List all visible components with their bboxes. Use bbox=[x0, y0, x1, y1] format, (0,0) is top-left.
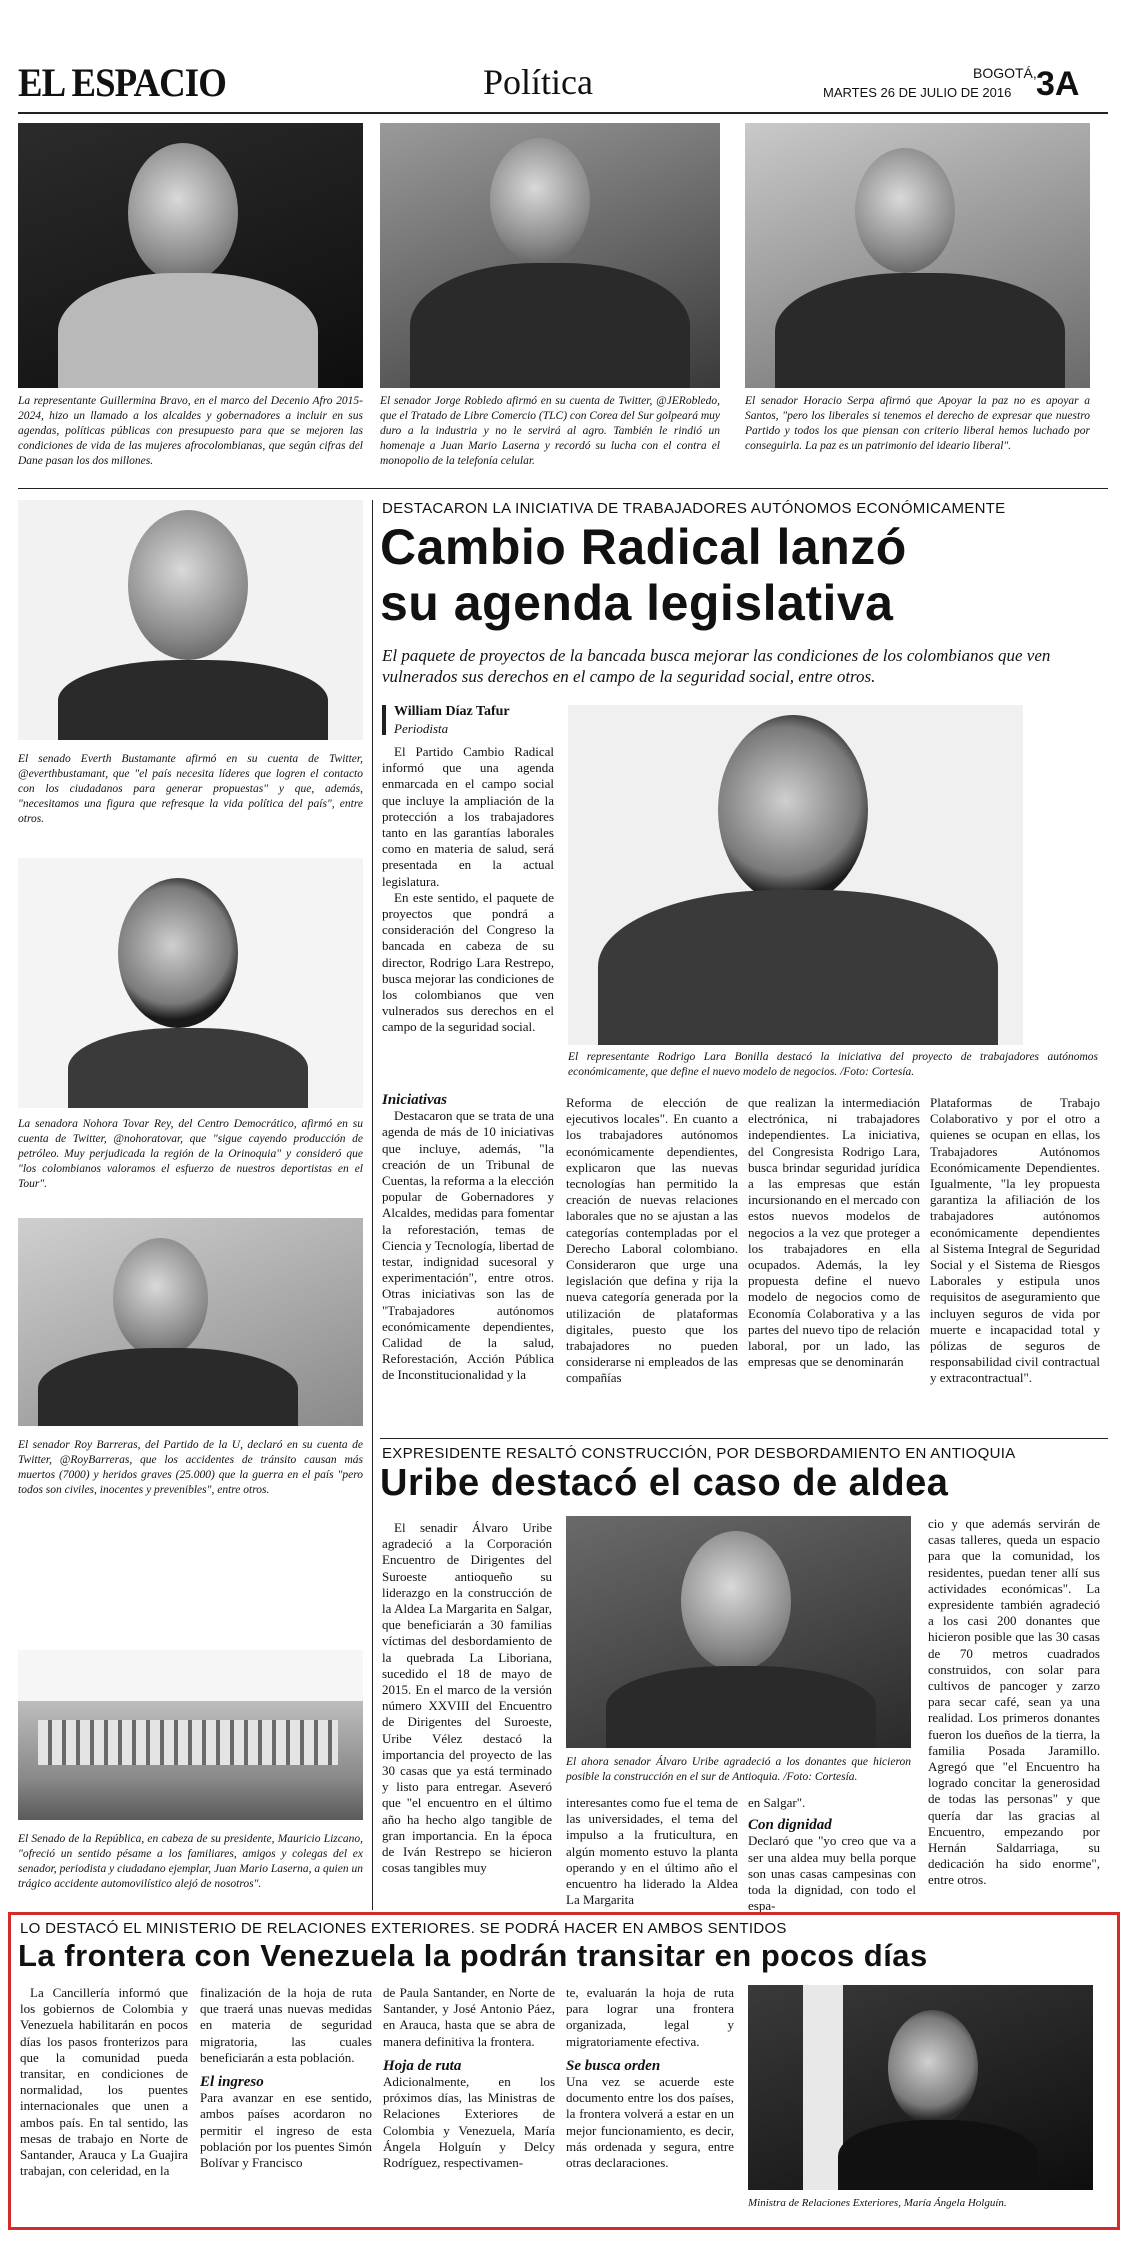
article2-column-1 bbox=[382, 1520, 552, 1876]
caption-maria-angela-holguin: Ministra de Relaciones Exteriores, María Ángela Holguín. bbox=[748, 2197, 1007, 2209]
section-name: Política bbox=[483, 62, 593, 102]
article1-column-3 bbox=[748, 1095, 920, 1370]
caption-capitolio: El Senado de la República, en cabeza de su presidente, Mauricio Lizcano, "ofreció un sentido pésame a los familiares, amigos y colegas del ex senador, periodista y ciudadano ejemplar, Juan Mario Laserna, a quien un trágico accidente automovilístico alejó de nosotros". bbox=[18, 1833, 363, 1890]
caption-rodrigo-lara: El representante Rodrigo Lara Bonilla destacó la iniciativa del proyecto de trabajadores autónomos económicamente, que define el nuevo modelo de negocios. /Foto: Cortesía. bbox=[568, 1051, 1098, 1078]
photo-everth-bustamante bbox=[18, 500, 363, 740]
photo-maria-angela-holguin bbox=[748, 1985, 1093, 2190]
article3-col4a-text: te, evaluarán la hoja de ruta para lograr una frontera organizada, legal y migratoriamente efectiva. bbox=[566, 1985, 734, 2049]
article3-col2a-text: finalización de la hoja de ruta que traerá unas nuevas medidas en materia de seguridad migratoria, las cuales beneficiarán a esta población. bbox=[200, 1985, 372, 2065]
article2-kicker: EXPRESIDENTE RESALTÓ CONSTRUCCIÓN, POR DESBORDAMIENTO EN ANTIOQUIA bbox=[382, 1445, 1016, 1462]
article1-column-2 bbox=[566, 1095, 738, 1387]
article3-col3a-text: de Paula Santander, en Norte de Santander, y José Antonio Páez, en Arauca, hasta que se abra de manera definitiva la frontera. bbox=[383, 1985, 555, 2049]
masthead-date: MARTES 26 DE JULIO DE 2016 bbox=[823, 85, 1012, 100]
article3-column-4 bbox=[566, 1985, 734, 2171]
article2-column-3 bbox=[748, 1795, 916, 1914]
photo-horacio-serpa bbox=[745, 123, 1090, 388]
caption-everth-bustamante: El senado Everth Bustamante afirmó en su cuenta de Twitter, @everthbustamant, que "el país necesita líderes que logren el contacto con los ciudadanos para generar propuestas" y que, además, "necesitamos una figura que refresque la vida política del país", entre otros. bbox=[18, 753, 363, 825]
article3-col2b-text: Para avanzar en ese sentido, ambos países acordaron no permitir el ingreso de esta población por los puentes Simón Bolívar y Francisco bbox=[200, 2090, 372, 2171]
article2-col4-text: cio y que además servirán de casas talleres, queda un espacio para que la comunidad, los residentes, puedan tener allí sus actividades económicas". La expresidente también agradeció a los casi 200 donantes que hicieron posible que las 30 casas de 70 metros cuadrados construidos, con solar para cultivos de pancoger y zarzo para secar café, sean ya una realidad. Los primeros donantes fueron los dueños de la tierra, la familia Posada Jaramillo. Agregó que "el Encuentro ha logrado concitar la generosidad de todas las personas" y que quería dar las gracias al Encuentro, empezando por Hernán Saldarriaga, su dedicación ha sido enorme", entre otros. bbox=[928, 1516, 1100, 1888]
section-rule-top bbox=[18, 488, 1108, 489]
article2-col3b-text: Declaró que "yo creo que va a ser una aldea muy bella porque son unas casas campesinas con toda la dignidad, con todo el espa- bbox=[748, 1833, 916, 1914]
article3-headline: La frontera con Venezuela la podrán transitar en pocos días bbox=[18, 1938, 928, 1973]
article1-author: William Díaz Tafur bbox=[394, 704, 510, 719]
article1-headline-line1: Cambio Radical lanzó bbox=[380, 519, 907, 575]
article-divider-1 bbox=[380, 1438, 1108, 1439]
photo-roy-barreras bbox=[18, 1218, 363, 1426]
article1-paragraph-2: En este sentido, el paquete de proyectos que pondrá a consideración del Congreso la bancada en cabeza de su director, Rodrigo Lara Restrepo, busca mejorar las condiciones de los colombianos que ven vulnerados sus derechos en el campo de la seguridad social. bbox=[382, 889, 554, 1035]
article3-col4b-text: Una vez se acuerde este documento entre los dos países, la frontera volverá a estar en un mejor funcionamiento, es decir, más ordenada y segura, entre otras declaraciones. bbox=[566, 2074, 734, 2171]
article2-col1-text: El senadir Álvaro Uribe agradeció a la Corporación Encuentro de Dirigentes del Suroeste antioqueño su liderazgo en la construcción de la Aldea La Margarita en Salgar, que beneficiarán a 30 familias víctimas del desbordamiento de la quebrada La Liboriana, sucedido el 18 de mayo de 2015. En el marco de la versión número XXVIII del Encuentro de Dirigentes del Suroeste, Uribe Vélez destacó la importancia del proyecto de las 30 casas que ya está terminado y listo para entregar. Aseveró que "el encuentro en el último año ha hecho algo tangible de gran importancia. En la época de Iván Restrepo se hicieron cosas tangibles muy bbox=[382, 1520, 552, 1876]
caption-horacio-serpa: El senador Horacio Serpa afirmó que Apoyar la paz no es apoyar a Santos, "pero los liberales si tenemos el derecho de expresar que nuestro Partido y todos los que piensan con criterio liberal hemos luchado por conseguirla. La paz es un patrimonio del ideario liberal". bbox=[745, 395, 1090, 452]
article3-col1-text: La Cancillería informó que los gobiernos de Colombia y Venezuela habilitarán en pocos días los pasos fronterizos para que la comunidad pueda transitar, en condiciones de normalidad, los puentes internacionales que unen a ambos país. En tal sentido, las mesas de trabajo en Norte de Santander, Arauca y La Guajira trabajan, con celeridad, en la bbox=[20, 1985, 188, 2179]
photo-capitolio bbox=[18, 1650, 363, 1820]
page-number: 3A bbox=[1036, 65, 1080, 103]
subhead-iniciativas: Iniciativas bbox=[382, 1092, 448, 1108]
article3-column-2 bbox=[200, 1985, 372, 2171]
photo-guillermina-bravo bbox=[18, 123, 363, 388]
masthead bbox=[18, 55, 1108, 115]
article1-col3-text: que realizan la intermediación electrónica, ni trabajadores independientes. La iniciativa, del Congresista Rodrigo Lara, busca brindar seguridad jurídica a las empresas que están incursionando en el mercado con estos nuevos modelos de negocios a la vez que proteger a los trabajadores en ella ocupados. Además, la ley propuesta define el nuevo modelo de negocios como de Economía Colaborativa y a las partes del nuevo tipo de relación laboral, por un lado, las empresas que se denominarán bbox=[748, 1095, 920, 1370]
byline-bar bbox=[382, 705, 386, 735]
article1-headline-line2: su agenda legislativa bbox=[380, 575, 894, 631]
article2-headline: Uribe destacó el caso de aldea bbox=[380, 1462, 949, 1504]
article1-lead bbox=[382, 744, 554, 1036]
article1-column-1 bbox=[382, 1092, 554, 1384]
subhead-hoja-de-ruta: Hoja de ruta bbox=[383, 2057, 462, 2074]
sidebar-divider bbox=[372, 500, 373, 1910]
masthead-rule bbox=[18, 112, 1108, 114]
paper-name: EL ESPACIO bbox=[18, 60, 226, 105]
article2-column-4 bbox=[928, 1516, 1100, 1889]
photo-alvaro-uribe bbox=[566, 1516, 911, 1748]
article3-col3b-text: Adicionalmente, en los próximos días, las Ministras de Relaciones Exteriores de Colombia y Venezuela, María Ángela Holguín y Delcy Rodríguez, respectivamen- bbox=[383, 2074, 555, 2171]
article1-col2-text: Reforma de elección de ejecutivos locales". En cuanto a los trabajadores autónomos económicamente dependientes, explicaron que las nuevas tecnologías han permitido la creación de nuevas relaciones laborales que no se ajustan a las categorías contempladas por el Derecho Laboral colombiano. Consideraron que urge una legislación que defina y rija la nueva categoría generada por la utilización de plataformas digitales, puesto que los trabajadores no pueden considerarse ni empleados de las compañías bbox=[566, 1095, 738, 1386]
caption-jorge-robledo: El senador Jorge Robledo afirmó en su cuenta de Twitter, @JERobledo, que el Tratado de Libre Comercio (TLC) con Corea del Sur golpeará muy duro a la industria y no le servirá al agro. También le rindió un homenaje a Juan Mario Laserna y recordó su lucha con el contra el monopolio de la telefonía celular. bbox=[380, 395, 720, 467]
caption-alvaro-uribe: El ahora senador Álvaro Uribe agradeció a los donantes que hicieron posible la construcción en el sur de Antioquia. /Foto: Cortesía. bbox=[566, 1756, 911, 1783]
article2-col3a-text: en Salgar". bbox=[748, 1795, 806, 1810]
masthead-city: BOGOTÁ, bbox=[973, 65, 1037, 81]
article3-column-3 bbox=[383, 1985, 555, 2171]
article1-col4-text: Plataformas de Trabajo Colaborativo y por el otro a quienes se ocupan en ellas, los Trabajadores Autónomos Económicamente Dependientes. Igualmente, "la ley propuesta garantiza la afiliación de los trabajadores autónomos económicamente dependientes al Sistema Integral de Seguridad Social y el Sistema de Riesgos Laborales y estipula unos requisitos de aseguramiento que incluyen seguros de vida por muerte e incapacidad total y pólizas de seguros de responsabilidad civil contractual y extracontractual". bbox=[930, 1095, 1100, 1386]
article1-paragraph-1: El Partido Cambio Radical informó que una agenda enmarcada en el campo social que incluye la ampliación de la protección a los trabajadores tanto en las garantías laborales como en materia de salud, será presentada en la actual legislatura. bbox=[382, 744, 554, 889]
article1-column-4 bbox=[930, 1095, 1100, 1387]
article2-col2-text: interesantes como fue el tema de las universidades, el tema del impulso a la fruticultura, en algún momento estuvo la planta operando y en el último año el encuentro ha liderado la Aldea La Margarita bbox=[566, 1795, 738, 1908]
photo-nohora-tovar bbox=[18, 858, 363, 1108]
subhead-el-ingreso: El ingreso bbox=[200, 2074, 264, 2091]
caption-nohora-tovar: La senadora Nohora Tovar Rey, del Centro Democrático, afirmó en su cuenta de Twitter, @nohoratovar, que "sigue cayendo producción de petróleo. Muy perjudicada la región de la Orinoquia" y consideró que "los colombianos valoramos el esfuerzo de nuestros deportistas en el Tour". bbox=[18, 1118, 363, 1190]
article1-author-role: Periodista bbox=[394, 721, 449, 736]
caption-guillermina-bravo: La representante Guillermina Bravo, en el marco del Decenio Afro 2015-2024, hizo un llamado a los alcaldes y gobernadores a incluir en sus agendas, políticas públicas con presupuesto para que se mejoren las condiciones de vida de las mujeres afrocolombianas, que según cifras del Dane pasan los dos millones. bbox=[18, 395, 363, 467]
article3-kicker: LO DESTACÓ EL MINISTERIO DE RELACIONES EXTERIORES. SE PODRÁ HACER EN AMBOS SENTIDOS bbox=[20, 1920, 787, 1937]
photo-rodrigo-lara bbox=[568, 705, 1023, 1045]
article1-deck: El paquete de proyectos de la bancada busca mejorar las condiciones de los colombianos que ven vulnerados sus derechos en el campo de la seguridad social, entre otros. bbox=[382, 646, 1051, 686]
photo-jorge-robledo bbox=[380, 123, 720, 388]
article1-col1-text: Destacaron que se trata de una agenda de más de 10 iniciativas que incluye, además, "la creación de un Tribunal de Cuentas, la reforma a la elección popular de Gobernadores y Alcaldes, medidas para fomentar la reforestación, temas de Ciencia y Tecnología, libertad de testar, indignidad sucesoral y experimentación", entre otros. Otras iniciativas son las de "Trabajadores autónomos económicamente dependientes, Calidad de la salud, Reforestación, Acción Pública de Inconstitucionalidad y la bbox=[382, 1108, 554, 1383]
subhead-con-dignidad: Con dignidad bbox=[748, 1817, 832, 1834]
article1-kicker: DESTACARON LA INICIATIVA DE TRABAJADORES AUTÓNOMOS ECONÓMICAMENTE bbox=[382, 500, 1006, 517]
article2-column-2 bbox=[566, 1795, 738, 1908]
article3-column-1 bbox=[20, 1985, 188, 2179]
caption-roy-barreras: El senador Roy Barreras, del Partido de la U, declaró en su cuenta de Twitter, @RoyBarreras, que los accidentes de tránsito causan más muertos (7000) y heridos graves (25.000) que la guerra en el país "pero todos son civiles, inocentes y prevenibles", entre otros. bbox=[18, 1439, 363, 1496]
subhead-se-busca-orden: Se busca orden bbox=[566, 2057, 661, 2074]
